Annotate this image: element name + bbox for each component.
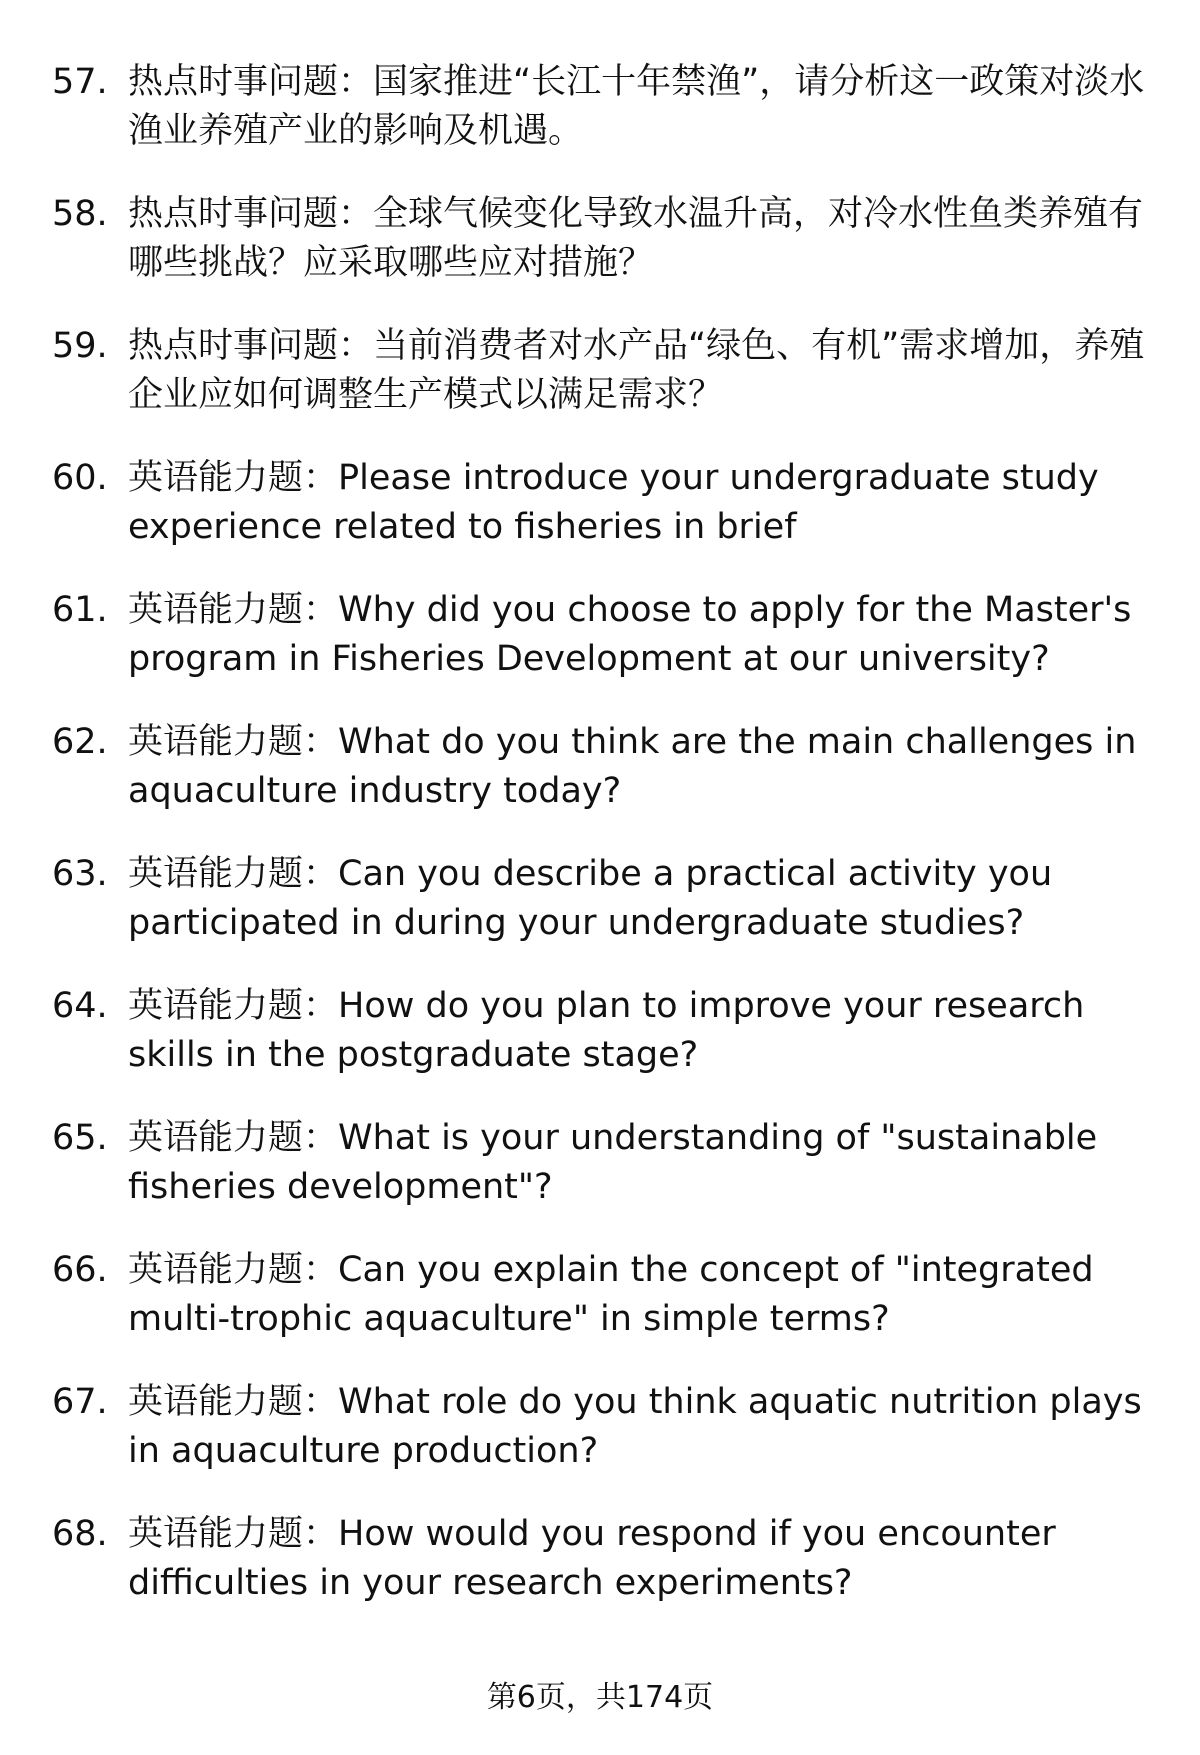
question-item <box>52 1246 1152 1344</box>
question-number: 58. <box>52 194 108 234</box>
question-item <box>52 322 1152 420</box>
question-text: 热点时事问题：当前消费者对水产品“绿色、有机”需求增加，养殖企业应如何调整生产模式以满足需求？ <box>128 326 1145 415</box>
question-text: 热点时事问题：全球气候变化导致水温升高，对冷水性鱼类养殖有哪些挑战？应采取哪些应对措施？ <box>128 194 1144 283</box>
question-item <box>52 982 1152 1080</box>
question-number: 59. <box>52 326 108 366</box>
question-text: 英语能力题：What do you think are the main challenges in aquaculture industry today? <box>128 722 1137 811</box>
question-number: 64. <box>52 986 108 1026</box>
question-item <box>52 454 1152 552</box>
question-item <box>52 586 1152 684</box>
question-item <box>52 190 1152 288</box>
question-item <box>52 1510 1152 1608</box>
question-item <box>52 1114 1152 1212</box>
page-number-footer: 第6页，共174页 <box>486 1680 714 1715</box>
question-list <box>52 58 1152 1642</box>
question-number: 61. <box>52 590 108 630</box>
question-text: 英语能力题：Why did you choose to apply for the Master's program in Fisheries Development at our university? <box>128 590 1132 679</box>
question-number: 65. <box>52 1118 108 1158</box>
question-item <box>52 718 1152 816</box>
question-text: 英语能力题：Can you describe a practical activity you participated in during your undergraduate studies? <box>128 854 1053 943</box>
question-number: 68. <box>52 1514 108 1554</box>
question-text: 英语能力题：What role do you think aquatic nutrition plays in aquaculture production? <box>128 1382 1142 1471</box>
question-number: 67. <box>52 1382 108 1422</box>
question-number: 63. <box>52 854 108 894</box>
question-number: 57. <box>52 62 108 102</box>
question-item <box>52 850 1152 948</box>
question-number: 60. <box>52 458 108 498</box>
question-text: 英语能力题：Can you explain the concept of "integrated multi-trophic aquaculture" in simple terms? <box>128 1250 1094 1339</box>
question-text: 英语能力题：How do you plan to improve your research skills in the postgraduate stage? <box>128 986 1085 1075</box>
question-number: 66. <box>52 1250 108 1290</box>
question-text: 英语能力题：What is your understanding of "sustainable fisheries development"? <box>128 1118 1098 1207</box>
question-item <box>52 58 1152 156</box>
question-text: 英语能力题：How would you respond if you encounter difficulties in your research experiments? <box>128 1514 1056 1603</box>
question-text: 热点时事问题：国家推进“长江十年禁渔”，请分析这一政策对淡水渔业养殖产业的影响及机遇。 <box>128 62 1145 151</box>
question-number: 62. <box>52 722 108 762</box>
question-item <box>52 1378 1152 1476</box>
question-text: 英语能力题：Please introduce your undergraduate study experience related to fisheries in brief <box>128 458 1099 547</box>
